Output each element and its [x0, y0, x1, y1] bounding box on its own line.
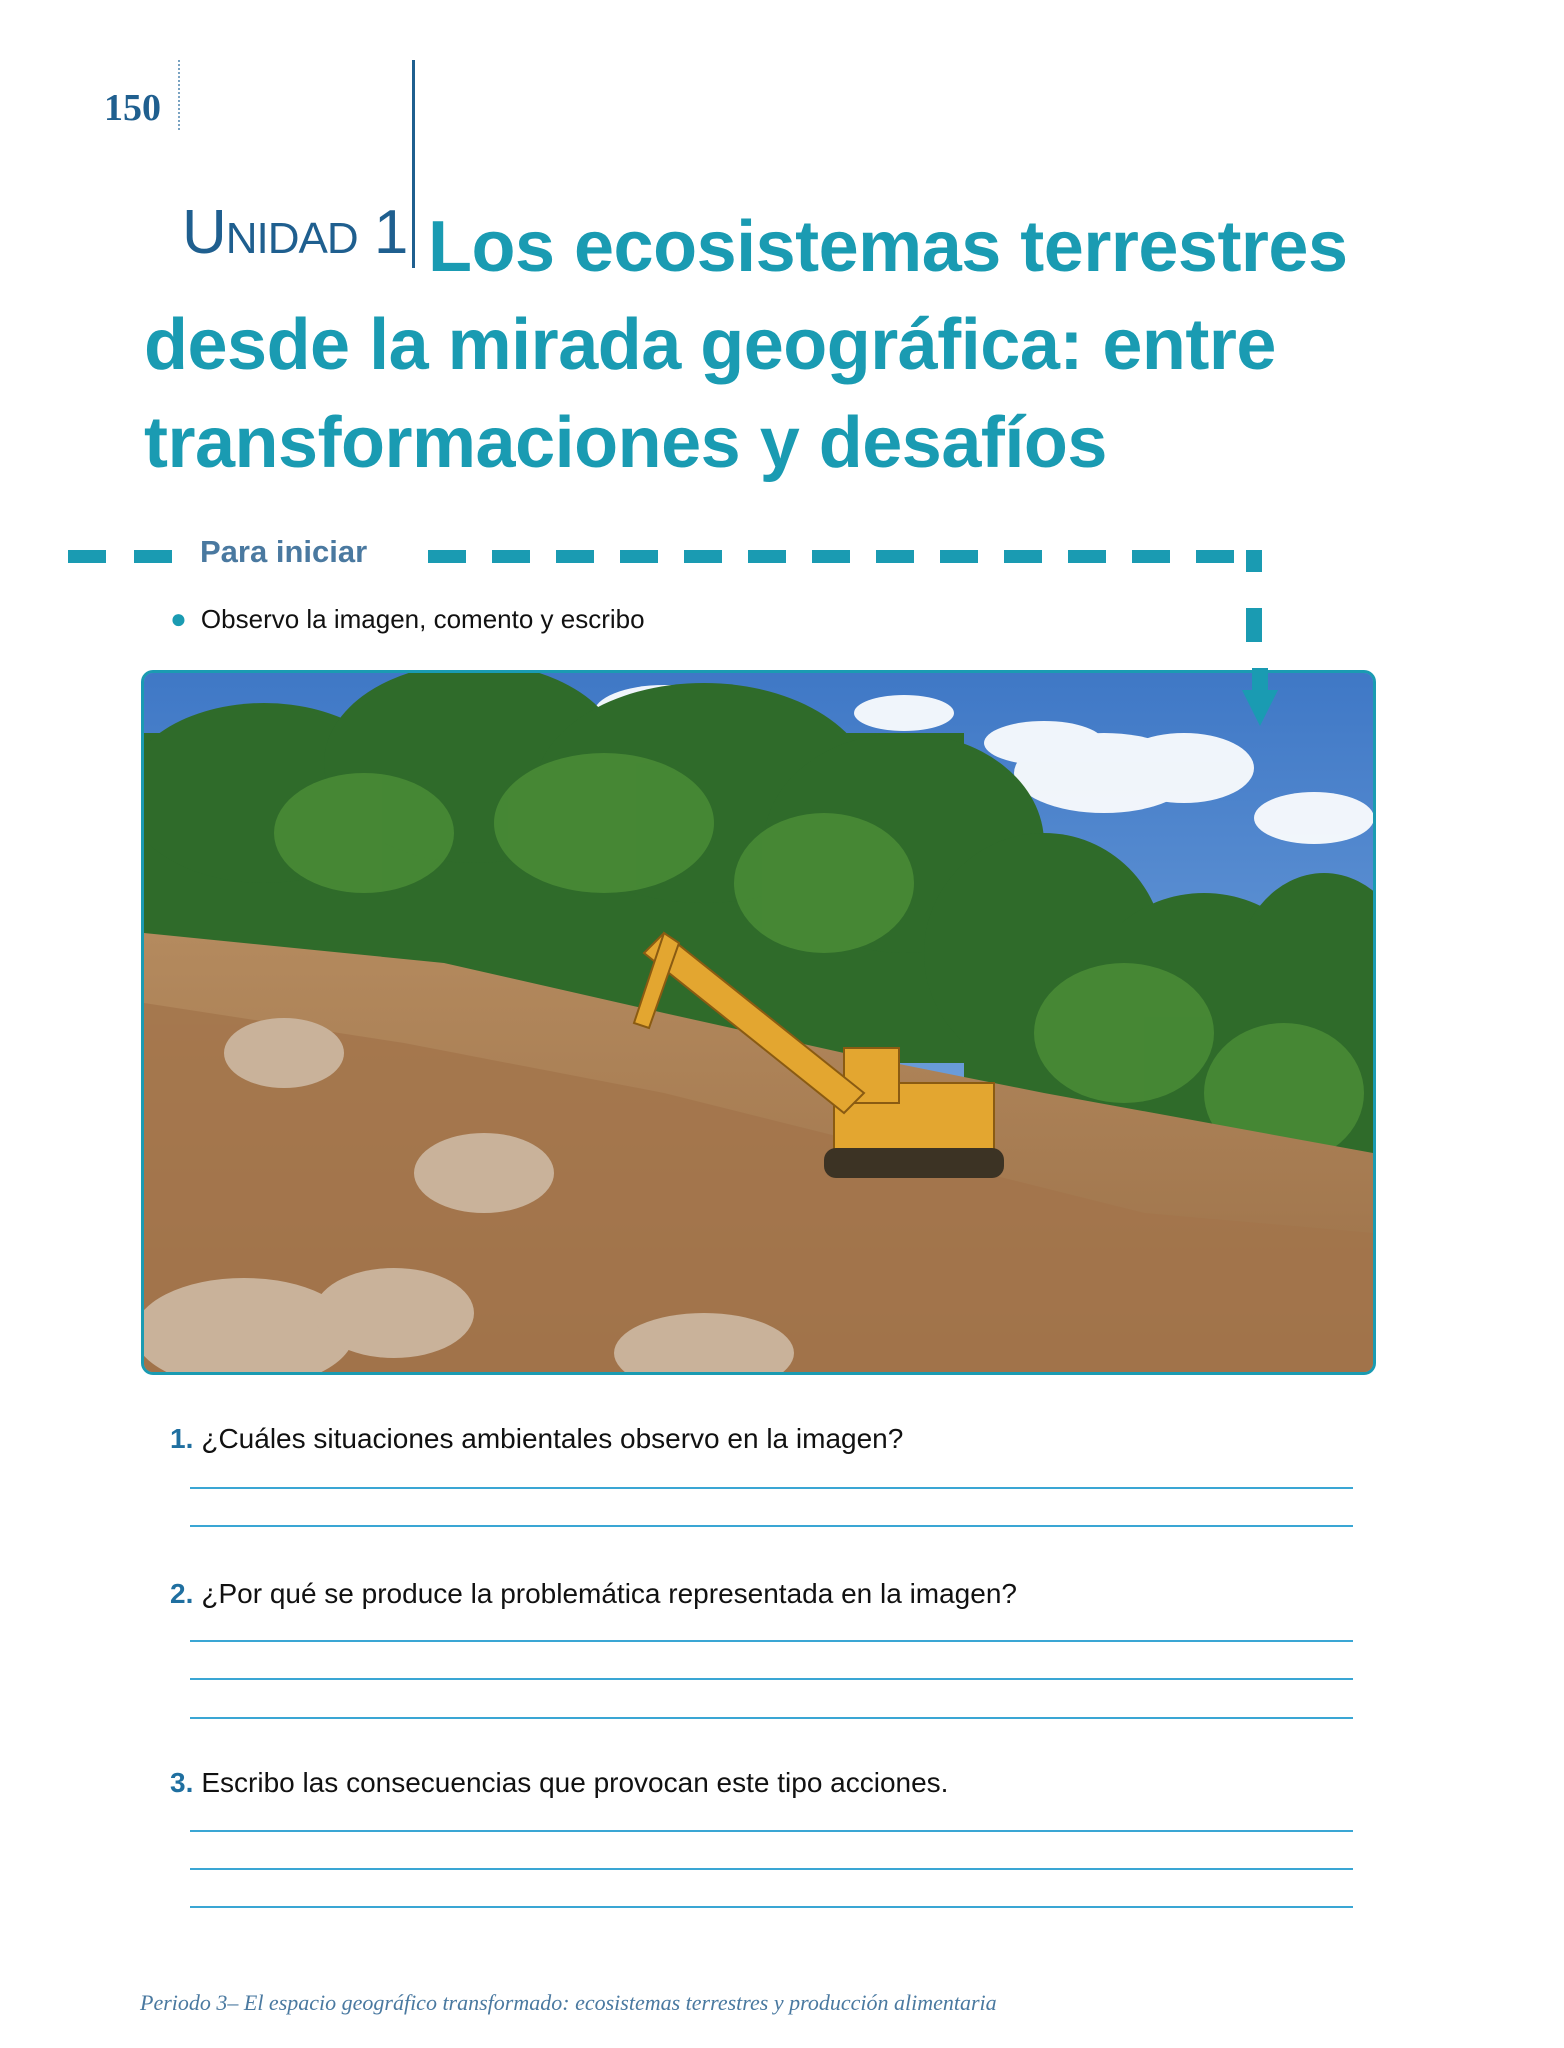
section-label: Para iniciar: [200, 534, 368, 569]
unit-label-rest: NIDAD: [225, 214, 358, 263]
dash-segment: [1246, 608, 1262, 642]
unit-label-number: 1: [373, 198, 408, 267]
dash-segment: [620, 550, 658, 563]
answer-line[interactable]: [190, 1906, 1353, 1908]
instruction-bullet: [170, 603, 645, 635]
answer-line[interactable]: [190, 1525, 1353, 1527]
main-photo: [141, 670, 1376, 1375]
answer-line[interactable]: [190, 1640, 1353, 1642]
dash-segment: [492, 550, 530, 563]
dash-segment: [1004, 550, 1042, 563]
question-text: Escribo las consecuencias que provocan este tipo acciones.: [201, 1767, 949, 1798]
answer-line[interactable]: [190, 1868, 1353, 1870]
dash-segment: [748, 550, 786, 563]
question-1: [170, 1423, 903, 1455]
dash-segment: [1068, 550, 1106, 563]
dash-segment: [556, 550, 594, 563]
page-number: 150: [104, 87, 161, 129]
dash-segment: [428, 550, 466, 563]
answer-line[interactable]: [190, 1717, 1353, 1719]
unit-title: Los ecosistemas terrestres desde la mirada geográfica: entre transformaciones y desafíos: [144, 207, 1348, 483]
dash-segment: [1196, 550, 1234, 563]
dash-segment: [876, 550, 914, 563]
question-text: ¿Cuáles situaciones ambientales observo en la imagen?: [201, 1423, 904, 1454]
dash-segment: [940, 550, 978, 563]
question-3: [170, 1767, 948, 1799]
question-number: 3.: [170, 1767, 194, 1798]
arrow-down-icon: [1238, 668, 1282, 728]
dash-segment: [134, 550, 172, 563]
question-text: ¿Por qué se produce la problemática representada en la imagen?: [201, 1578, 1017, 1609]
footer-caption: Periodo 3– El espacio geográfico transformado: ecosistemas terrestres y producción alimentaria: [140, 1990, 997, 2015]
photo-illustration: [144, 673, 1373, 1372]
dash-segment: [68, 550, 106, 563]
dash-segment: [684, 550, 722, 563]
bullet-icon: ●: [170, 603, 187, 634]
question-number: 1.: [170, 1423, 194, 1454]
unit-label-initial: U: [182, 198, 226, 267]
question-2: [170, 1578, 1017, 1610]
dash-segment: [812, 550, 850, 563]
answer-line[interactable]: [190, 1678, 1353, 1680]
dash-segment: [1132, 550, 1170, 563]
question-number: 2.: [170, 1578, 194, 1609]
page-number-divider: [178, 60, 180, 130]
dash-segment: [1246, 550, 1262, 572]
instruction-text: Observo la imagen, comento y escribo: [200, 604, 645, 634]
answer-line[interactable]: [190, 1830, 1353, 1832]
answer-line[interactable]: [190, 1487, 1353, 1489]
